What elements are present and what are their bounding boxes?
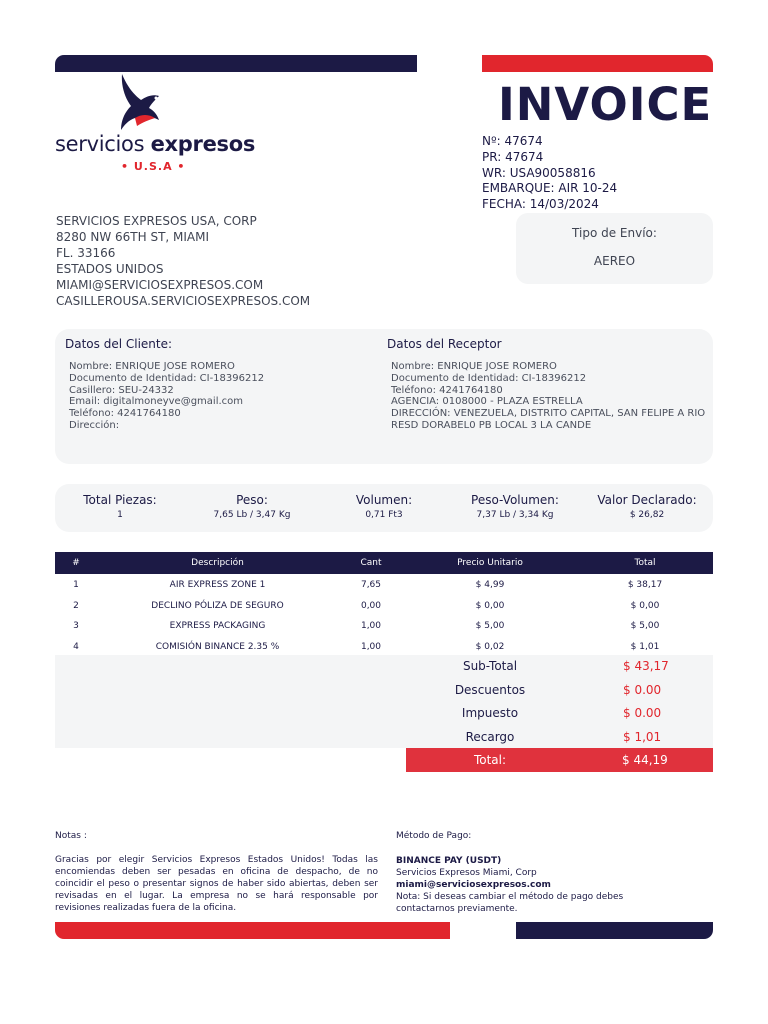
header-description: Descripción <box>191 558 244 568</box>
client-line: Teléfono: 4241764180 <box>69 408 181 420</box>
shipping-type-box <box>516 213 713 284</box>
header-unit-price: Precio Unitario <box>457 558 523 568</box>
grand-total-bar <box>406 748 713 772</box>
logo-region: • U.S.A • <box>121 160 186 173</box>
invoice-date: FECHA: 14/03/2024 <box>482 197 599 212</box>
company-country: ESTADOS UNIDOS <box>56 262 164 276</box>
payment-title: Método de Pago: <box>396 831 472 841</box>
receiver-line: AGENCIA: 0108000 - PLAZA ESTRELLA <box>391 396 583 408</box>
receiver-line: Teléfono: 4241764180 <box>391 384 503 396</box>
logo-wordmark: servicios expresos <box>55 132 256 156</box>
grand-total-label: Total: <box>473 753 507 767</box>
invoice-pr: PR: 47674 <box>482 149 544 164</box>
surcharge-row: Recargo $ 1,01 <box>465 729 662 744</box>
summary-pieces: Total Piezas: 1 <box>83 493 157 520</box>
client-line: Documento de Identidad: CI-18396212 <box>69 372 265 384</box>
receiver-line: Nombre: ENRIQUE JOSE ROMERO <box>391 361 557 372</box>
shipment-summary <box>55 484 713 532</box>
header-number: # <box>72 558 80 568</box>
payment-details <box>396 855 636 915</box>
shipping-type-value: AEREO <box>593 254 636 268</box>
subtotal-row: Sub-Total $ 43,17 <box>462 659 669 673</box>
company-street: 8280 NW 66TH ST, MIAMI <box>56 230 210 244</box>
invoice-meta <box>482 134 617 213</box>
receiver-line: Documento de Identidad: CI-18396212 <box>391 372 587 384</box>
company-address <box>56 213 310 309</box>
top-navy-bar <box>55 55 417 72</box>
notes-body: Gracias por elegir Servicios Expresos Estados Unidos! Todas las encomiendas deben ser pesadas en oficina de despacho, de no coincidir el peso o presentar signos de haber sido abiertas, deben ser revisadas en el lugar. La empresa no se hará responsable por revisiones realizadas fuera de la oficina. <box>55 855 378 913</box>
client-receiver-box <box>55 329 713 464</box>
receiver-line: DIRECCIÓN: VENEZUELA, DISTRITO CAPITAL, SAN FELIPE A RIO <box>391 408 706 420</box>
bottom-red-bar <box>55 922 450 939</box>
client-line: Email: digitalmoneyve@gmail.com <box>69 396 244 408</box>
client-title: Datos del Cliente: <box>65 337 173 351</box>
bird-logo-icon <box>55 74 255 134</box>
company-logo <box>55 74 255 174</box>
company-web: CASILLEROUSA.SERVICIOSEXPRESOS.COM <box>56 294 311 308</box>
client-line: Nombre: ENRIQUE JOSE ROMERO <box>69 361 235 372</box>
receiver-line: RESD DORABEL0 PB LOCAL 3 LA CANDE <box>391 419 592 431</box>
company-email: MIAMI@SERVICIOSEXPRESOS.COM <box>56 278 264 292</box>
table-row: 4 COMISIÓN BINANCE 2.35 % 1,00 $ 0,02 $ 1,01 <box>73 641 660 652</box>
invoice-title: INVOICE <box>498 78 713 131</box>
summary-volume: Volumen: 0,71 Ft3 <box>355 493 413 520</box>
table-header <box>55 552 713 574</box>
summary-declared-value: Valor Declarado: $ 26,82 <box>597 493 697 520</box>
bottom-navy-bar <box>516 922 713 939</box>
receiver-title: Datos del Receptor <box>387 337 502 351</box>
invoice-number: Nº: 47674 <box>482 134 543 148</box>
table-row: 2 DECLINO PÓLIZA DE SEGURO 0,00 $ 0,00 $ 0,00 <box>73 600 660 611</box>
table-row: 1 AIR EXPRESS ZONE 1 7,65 $ 4,99 $ 38,17 <box>73 580 663 590</box>
summary-weight: Peso: 7,65 Lb / 3,47 Kg <box>213 493 291 520</box>
company-name: SERVICIOS EXPRESOS USA, CORP <box>56 214 257 228</box>
notes-title: Notas : <box>55 831 87 841</box>
receiver-details <box>391 361 705 432</box>
company-state: FL. 33166 <box>56 246 116 260</box>
summary-weight-volume: Peso-Volumen: 7,37 Lb / 3,34 Kg <box>471 493 559 520</box>
client-line: Casillero: SEU-24332 <box>69 384 174 396</box>
discount-row: Descuentos $ 0.00 <box>454 682 662 697</box>
invoice-embarque: EMBARQUE: AIR 10-24 <box>482 181 618 196</box>
top-red-bar <box>482 55 713 72</box>
header-total: Total <box>634 558 656 568</box>
client-line: Dirección: <box>69 419 120 431</box>
grand-total-value: $ 44,19 <box>622 753 668 767</box>
shipping-type-label: Tipo de Envío: <box>572 226 657 240</box>
payment-company: Servicios Expresos Miami, Corp <box>396 868 537 878</box>
payment-method: BINANCE PAY (USDT) <box>396 856 502 866</box>
items-table <box>55 552 713 656</box>
table-row: 3 EXPRESS PACKAGING 1,00 $ 5,00 $ 5,00 <box>73 621 660 631</box>
tax-row: Impuesto $ 0.00 <box>461 706 662 720</box>
header-quantity: Cant <box>360 558 382 568</box>
invoice-wr: WR: USA90058816 <box>482 165 596 180</box>
totals-panel <box>55 655 713 748</box>
client-details <box>69 361 264 432</box>
payment-email: miami@serviciosexpresos.com <box>396 880 551 890</box>
payment-note: Nota: Si deseas cambiar el método de pago debes contactarnos previamente. <box>396 892 624 914</box>
